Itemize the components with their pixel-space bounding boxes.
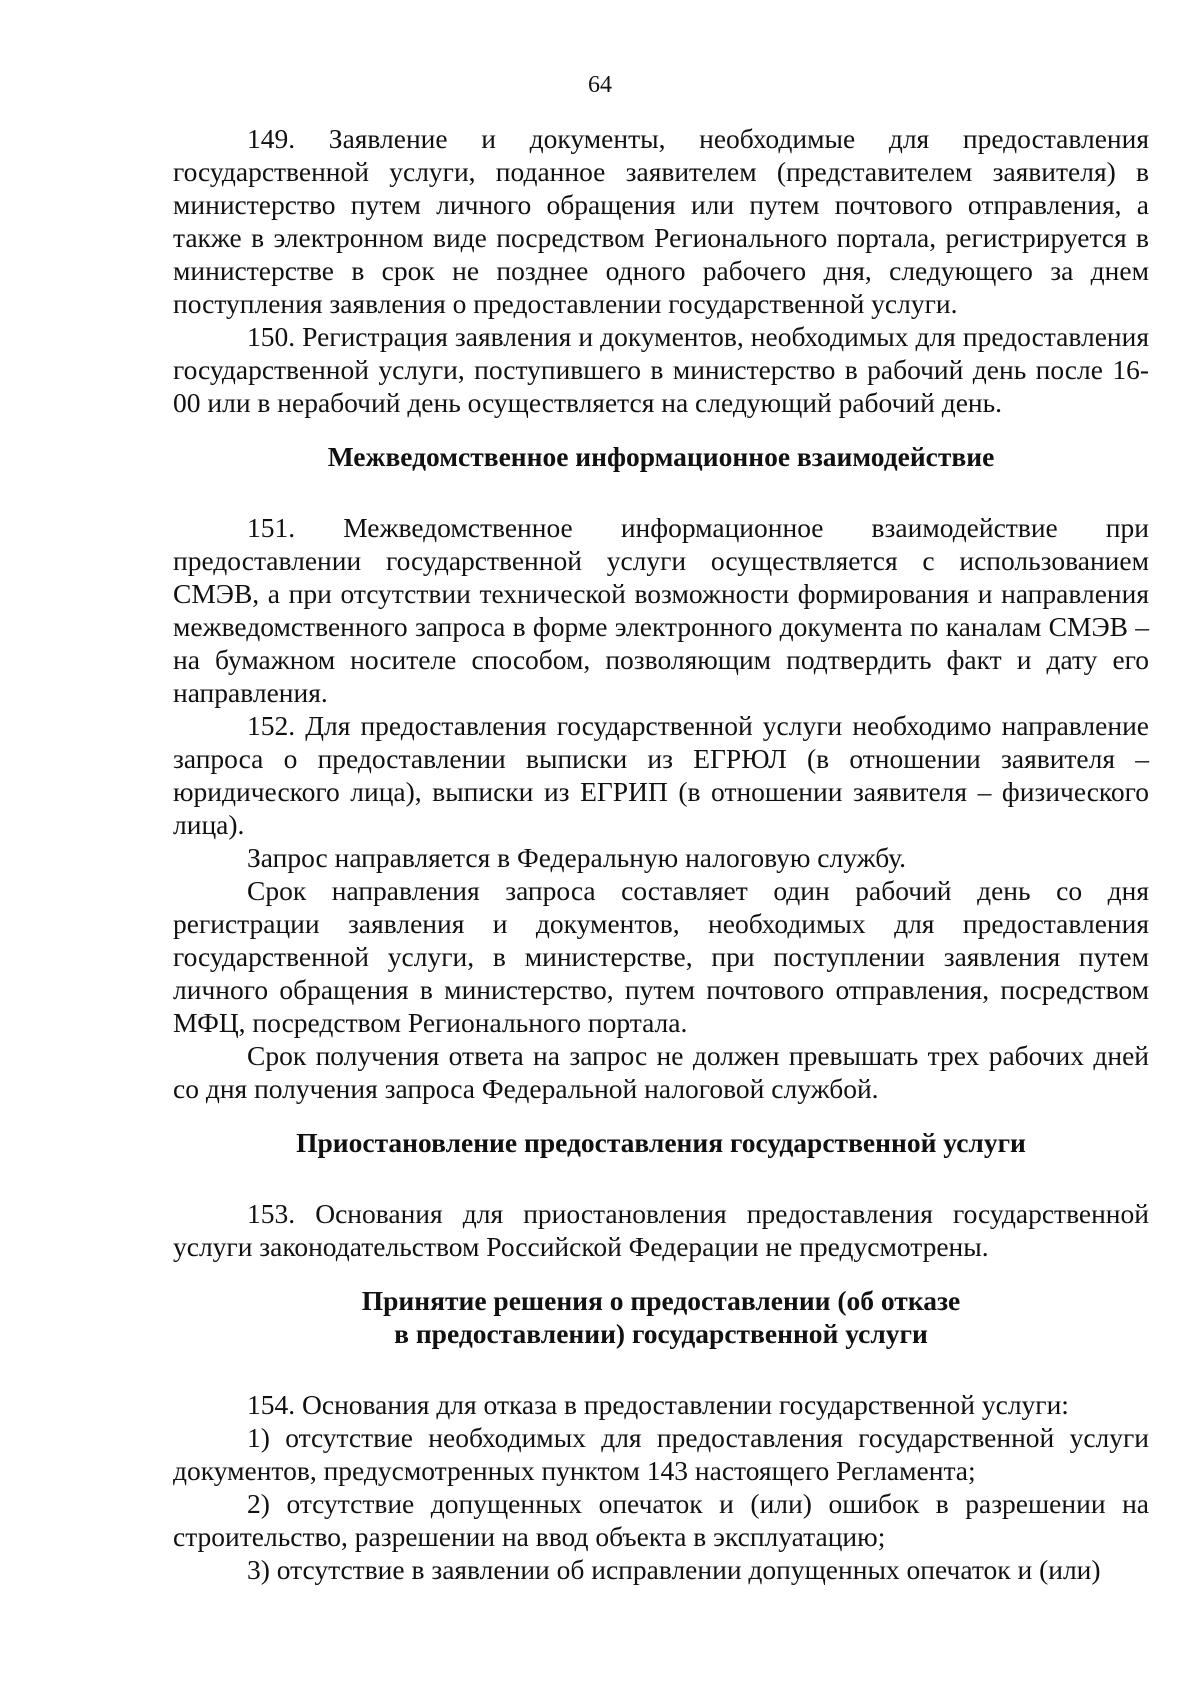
heading-line: в предоставлении) государственной услуги <box>394 1318 928 1349</box>
paragraph-152-request-recipient: Запрос направляется в Федеральную налоговую службу. <box>247 842 907 873</box>
paragraph-153: 153. Основания для приостановления предоставления государственной услуги законодательством Российской Федерации не предусмотрены. <box>173 1198 1149 1262</box>
spacer <box>173 419 1149 440</box>
paragraph-151: 151. Межведомственное информационное взаимодействие при предоставлении государственной услуги осуществляется с использованием СМЭВ, а при отсутствии технической возможности формирования и направления межведомственного запроса в форме электронного документа по каналам СМЭВ – на бумажном носителе способом, позволяющим подтвердить факт и дату его направления. <box>173 512 1149 708</box>
paragraph-150: 150. Регистрация заявления и документов, необходимых для предоставления государственной услуги, поступившего в министерство в рабочий день после 16-00 или в нерабочий день осуществляется на следующий рабочий день. <box>173 321 1149 418</box>
spacer <box>173 1159 1149 1197</box>
page-number: 64 <box>588 72 612 98</box>
paragraph-152-request-term: Срок направления запроса составляет один рабочий день со дня регистрации заявления и документов, необходимых для предоставления государственной услуги, в министерстве, при поступлении заявления путем личного обращения в министерство, путем почтового отправления, посредством МФЦ, посредством Регионального портала. <box>173 875 1149 1038</box>
spacer <box>173 1263 1149 1284</box>
paragraph-149: 149. Заявление и документы, необходимые для предоставления государственной услуги, поданное заявителем (представителем заявителя) в министерство путем личного обращения или путем почтового отправления, а также в электронном виде посредством Регионального портала, регистрируется в министерстве в срок не позднее одного рабочего дня, следующего за днем поступления заявления о предоставлении государственной услуги. <box>173 123 1149 319</box>
heading-suspension <box>173 1126 1149 1159</box>
paragraph-154: 154. Основания для отказа в предоставлении государственной услуги: <box>247 1389 1069 1420</box>
heading-decision <box>173 1284 1149 1350</box>
heading-line: Принятие решения о предоставлении (об отказе <box>361 1285 961 1316</box>
paragraph-154-item-2: 2) отсутствие допущенных опечаток и (или) ошибок в разрешении на строительство, разрешении на ввод объекта в эксплуатацию; <box>173 1488 1149 1552</box>
paragraph-154-item-3: 3) отсутствие в заявлении об исправлении допущенных опечаток и (или) <box>247 1554 1101 1585</box>
paragraph-152: 152. Для предоставления государственной услуги необходимо направление запроса о предоставлении выписки из ЕГРЮЛ (в отношении заявителя – юридического лица), выписки из ЕГРИП (в отношении заявителя – физического лица). <box>173 710 1149 840</box>
heading-line: Приостановление предоставления государственной услуги <box>296 1127 1026 1158</box>
paragraph-154-item-1: 1) отсутствие необходимых для предоставления государственной услуги документов, предусмотренных пунктом 143 настоящего Регламента; <box>173 1422 1149 1486</box>
paragraph-152-response-term: Срок получения ответа на запрос не должен превышать трех рабочих дней со дня получения запроса Федеральной налоговой службой. <box>173 1040 1149 1104</box>
heading-interagency-interaction <box>173 440 1149 473</box>
heading-line: Межведомственное информационное взаимодействие <box>327 441 995 472</box>
spacer <box>173 473 1149 511</box>
spacer <box>173 1350 1149 1388</box>
document-body <box>173 122 1149 1586</box>
spacer <box>173 1105 1149 1126</box>
